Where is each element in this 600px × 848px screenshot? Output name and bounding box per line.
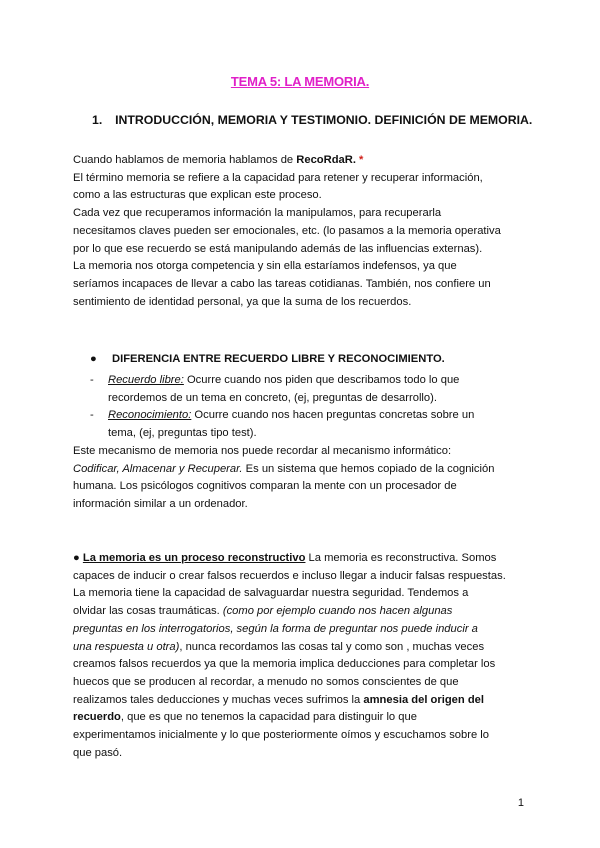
bullet-icon: ● bbox=[73, 552, 80, 564]
bold-text: recuerdo bbox=[73, 711, 121, 724]
list-item bbox=[90, 372, 520, 407]
intro-line: seríamos incapaces de llevar a cabo las tareas cotidianas. También, nos confiere un bbox=[73, 277, 491, 290]
item-text: recordemos de un tema en concreto, (ej, preguntas de desarrollo). bbox=[108, 391, 437, 404]
paragraph-line: huecos que se producen al recordar, a menudo no somos conscientes de que bbox=[73, 675, 459, 688]
dash-icon: - bbox=[90, 374, 94, 386]
section-heading bbox=[92, 113, 532, 127]
list-item bbox=[90, 407, 520, 442]
dash-icon: - bbox=[90, 409, 94, 422]
reconstructivo-heading: La memoria es un proceso reconstructivo bbox=[82, 552, 306, 564]
italic-text: una respuesta u otra) bbox=[73, 640, 180, 653]
intro-line: La memoria nos otorga competencia y sin ella estaríamos indefensos, ya que bbox=[73, 260, 457, 273]
intro-line: por lo que ese recuerdo se está manipulando además de las influencias externas). bbox=[73, 242, 483, 255]
term: Recuerdo libre: bbox=[108, 374, 184, 386]
paragraph-text: , que es que no tenemos la capacidad para distinguir lo que bbox=[120, 711, 417, 724]
section-title: INTRODUCCIÓN, MEMORIA Y TESTIMONIO. DEFINICIÓN DE MEMORIA. bbox=[115, 113, 533, 127]
paragraph-line: Este mecanismo de memoria nos puede recordar al mecanismo informático: bbox=[73, 445, 452, 457]
item-text: Ocurre cuando nos piden que describamos todo lo que bbox=[183, 374, 460, 386]
intro-line: necesitamos claves pueden ser emocionales, etc. (lo pasamos a la memoria operativa bbox=[73, 224, 501, 237]
diferencia-heading bbox=[90, 353, 445, 365]
paragraph-line: La memoria tiene la capacidad de salvaguardar nuestra seguridad. Tendemos a bbox=[73, 587, 469, 600]
intro-line: como a las estructuras que explican este proceso. bbox=[73, 189, 322, 202]
paragraph-text: La memoria es reconstructiva. Somos bbox=[305, 552, 497, 564]
item-text: tema, (ej, preguntas tipo test). bbox=[108, 427, 257, 440]
recordar-word: RecoRdaR. bbox=[296, 154, 356, 166]
mecanismo-paragraph bbox=[73, 443, 533, 514]
intro-line bbox=[73, 152, 533, 170]
intro-line: El término memoria se refiere a la capacidad para retener y recuperar información, bbox=[73, 171, 483, 184]
paragraph-text: Es un sistema que hemos copiado de la cognición bbox=[242, 462, 495, 475]
paragraph-line: humana. Los psicólogos cognitivos comparan la mente con un procesador de bbox=[73, 480, 457, 493]
paragraph-line: que pasó. bbox=[73, 746, 123, 759]
italic-text: Codificar, Almacenar y Recuperar. bbox=[73, 462, 243, 475]
section-number: 1. bbox=[92, 113, 103, 127]
paragraph-text: , nunca recordamos las cosas tal y como son , muchas veces bbox=[179, 640, 485, 653]
intro-line: Cada vez que recuperamos información la manipulamos, para recuperarla bbox=[73, 207, 442, 220]
red-asterisk: * bbox=[355, 154, 364, 166]
italic-text: (como por ejemplo cuando nos hacen algunas bbox=[222, 605, 453, 618]
paragraph-line: información similar a un ordenador. bbox=[73, 498, 248, 511]
paragraph-text: olvidar las cosas traumáticas. bbox=[73, 605, 223, 618]
diferencia-list bbox=[90, 372, 520, 443]
term: Reconocimiento: bbox=[108, 409, 192, 422]
diferencia-heading-text: DIFERENCIA ENTRE RECUERDO LIBRE Y RECONOCIMIENTO. bbox=[112, 353, 445, 365]
bullet-icon: ● bbox=[90, 353, 97, 365]
italic-line: preguntas en los interrogatorios, según la forma de preguntar nos puede inducir a bbox=[73, 622, 478, 635]
paragraph-line: experimentamos inicialmente y lo que posteriormente oímos y escuchamos sobre lo bbox=[73, 729, 489, 742]
paragraph-text: realizamos tales deducciones y muchas veces sufrimos la bbox=[73, 693, 364, 706]
bold-text: amnesia del origen del bbox=[363, 693, 485, 706]
intro-line: sentimiento de identidad personal, ya que la suma de los recuerdos. bbox=[73, 295, 412, 308]
item-text: Ocurre cuando nos hacen preguntas concretas sobre un bbox=[191, 409, 475, 422]
document-title: TEMA 5: LA MEMORIA. bbox=[230, 74, 370, 89]
paragraph-line: creamos falsos recuerdos ya que la memoria implica deducciones para completar los bbox=[73, 658, 496, 671]
page-number: 1 bbox=[517, 797, 524, 809]
reconstructivo-paragraph bbox=[73, 550, 533, 762]
intro-text: Cuando hablamos de memoria hablamos de bbox=[73, 154, 297, 166]
paragraph-line: capaces de inducir o crear falsos recuerdos e incluso llegar a inducir falsas respuestas. bbox=[73, 569, 506, 582]
intro-paragraph bbox=[73, 152, 533, 311]
